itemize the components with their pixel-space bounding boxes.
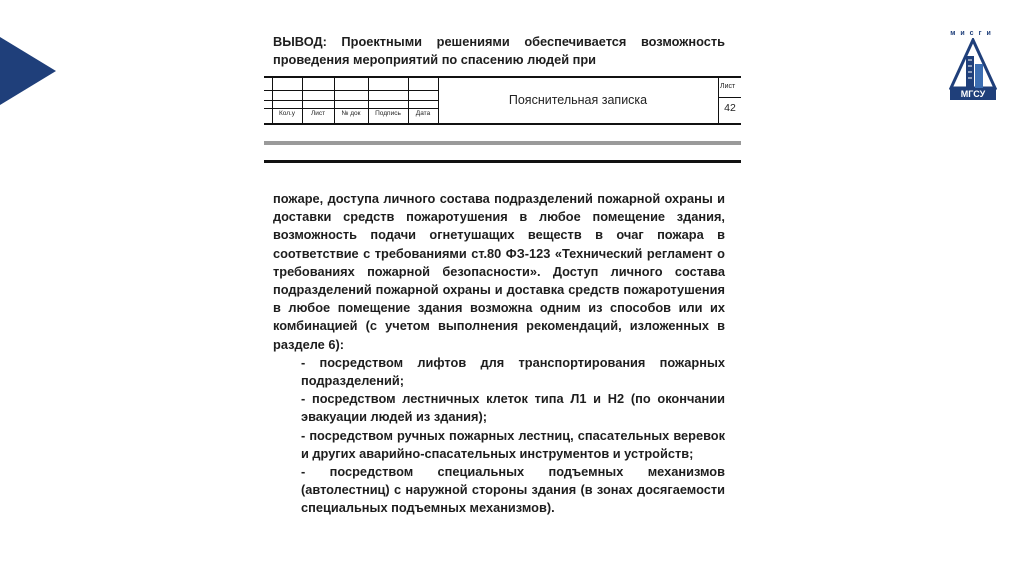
list-item: - посредством ручных пожарных лестниц, спасательных веревок и других аварийно-спасательных инструментов и устройств; [301, 427, 725, 461]
sheet-number: 42 [724, 102, 736, 114]
col-label: Дата [415, 110, 431, 117]
page-divider [264, 141, 741, 145]
col-label: Подпись [375, 110, 401, 117]
logo-letters: мисги [950, 30, 996, 37]
list-item: - посредством специальных подъемных механизмов (автолестниц) с наружной стороны здания (в зонах досягаемости специальных подъемных механизмов). [301, 464, 725, 516]
sheet-label: Лист [720, 83, 736, 90]
body-text [273, 190, 725, 518]
page-divider [264, 160, 741, 163]
list-item: - посредством лестничных клеток типа Л1 и Н2 (по окончании эвакуации людей из здания); [301, 391, 725, 425]
logo-text: МГСУ [950, 88, 996, 100]
conclusion-paragraph: ВЫВОД: Проектными решениями обеспечивается возможность проведения мероприятий по спасению людей при [273, 34, 725, 68]
title-block [264, 76, 741, 125]
list-item: - посредством лифтов для транспортирования пожарных подразделений; [301, 354, 725, 389]
col-label: Кол.у [278, 110, 296, 117]
nav-arrow-icon[interactable] [0, 37, 56, 105]
document-title: Пояснительная записка [508, 93, 648, 107]
university-logo [949, 30, 997, 102]
col-label: № док [341, 110, 361, 117]
body-paragraph: пожаре, доступа личного состава подразделений пожарной охраны и доставки средств пожаротушения в любое помещение здания, возможность подачи огнетушащих веществ в очаг пожара в соответствие с требованиями ст.80 ФЗ-123 «Технический регламент о требованиях пожарной безопасности». Доступ личного состава подразделений пожарной охраны и доставка средств пожаротушения в любое помещение здания возможна одним из способов или их комбинацией (с учетом выполнения рекомендаций, изложенных в разделе 6): [273, 191, 725, 352]
col-label: Лист [310, 110, 326, 117]
